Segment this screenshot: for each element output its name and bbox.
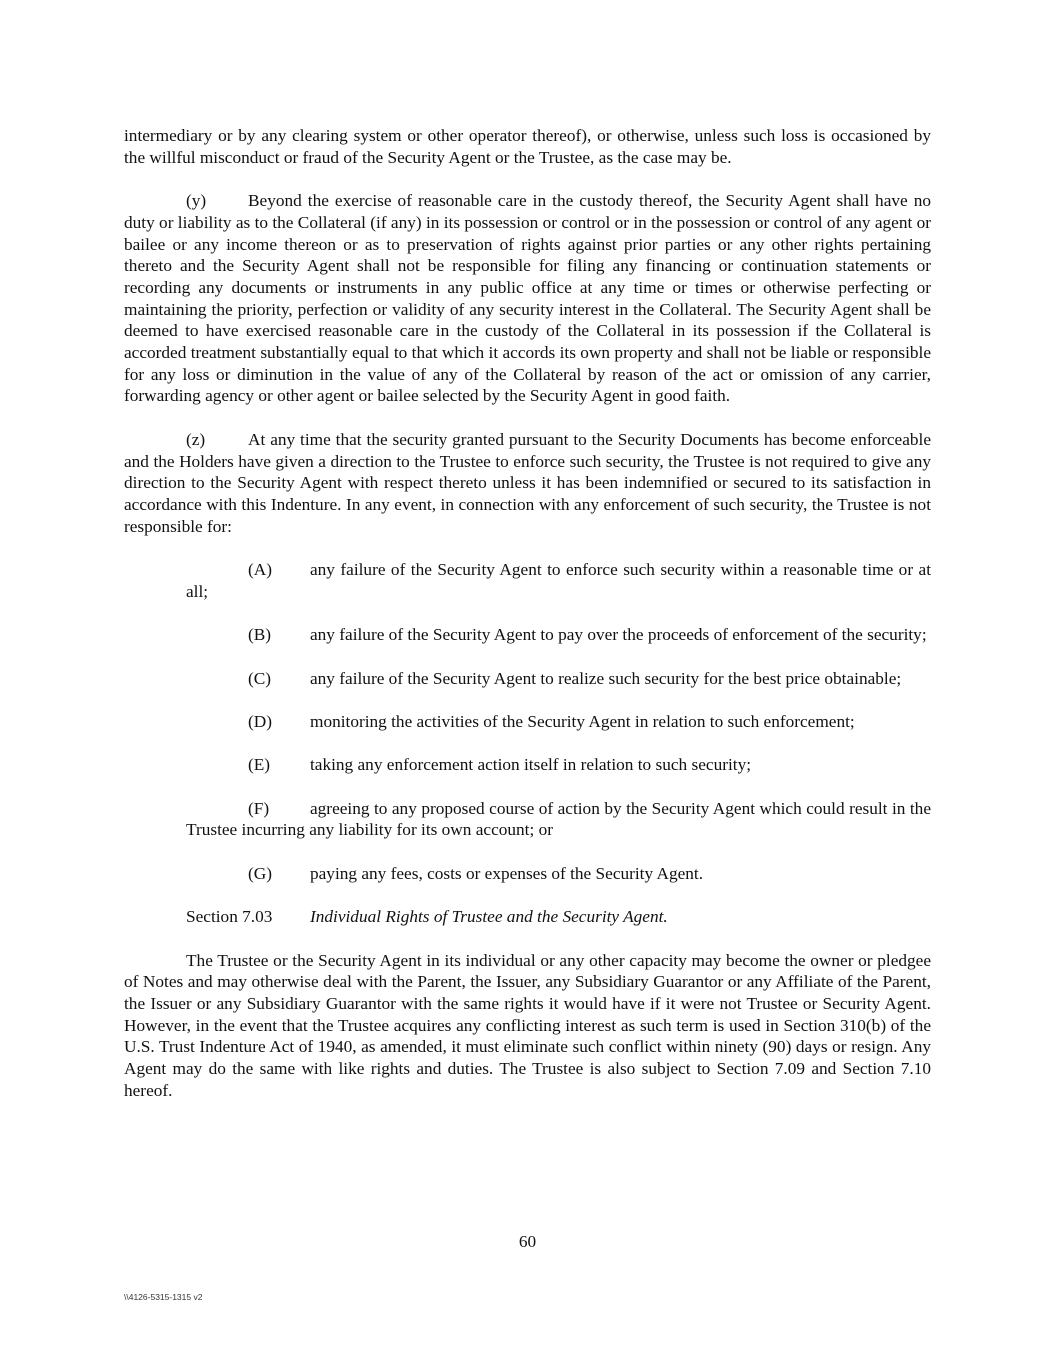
subitem-b — [186, 624, 931, 646]
subitem-label: (F) — [248, 798, 270, 818]
paragraph-y-label: (y) — [186, 191, 207, 211]
continuation-paragraph: intermediary or by any clearing system or other operator thereof), or otherwise, unless such loss is occasioned by the willful misconduct or fraud of the Security Agent or the Trustee, as the case may be. — [124, 126, 931, 167]
section-heading — [186, 906, 931, 928]
section-title: Individual Rights of Trustee and the Security Agent. — [310, 907, 668, 927]
subitem-text: any failure of the Security Agent to pay over the proceeds of enforcement of the security; — [310, 625, 927, 645]
subitem-label: (E) — [248, 755, 271, 775]
section-number: Section 7.03 — [186, 907, 273, 927]
subitem-label: (C) — [248, 668, 272, 688]
paragraph-z — [124, 429, 931, 538]
document-page — [124, 125, 931, 1123]
subitem-e — [186, 754, 931, 776]
subitem-a — [186, 559, 931, 602]
subitem-text: any failure of the Security Agent to realize such security for the best price obtainable; — [310, 668, 902, 688]
section-body: The Trustee or the Security Agent in its individual or any other capacity may become the owner or pledgee of Notes and may otherwise deal with the Parent, the Issuer, any Subsidiary Guarantor or any Affiliate of the Parent, the Issuer or any Subsidiary Guarantor with the same rights it would have if it were not Trustee or Security Agent. However, in the event that the Trustee acquires any conflicting interest as such term is used in Section 310(b) of the U.S. Trust Indenture Act of 1940, as amended, it must eliminate such conflict within ninety (90) days or resign. Any Agent may do the same with like rights and duties. The Trustee is also subject to Section 7.09 and Section 7.10 hereof. — [124, 950, 931, 1100]
subitem-f — [186, 798, 931, 841]
subitem-text: monitoring the activities of the Security Agent in relation to such enforcement; — [310, 711, 855, 731]
paragraph-z-label: (z) — [186, 429, 206, 449]
subitem-label: (B) — [248, 625, 272, 645]
subitem-label: (D) — [248, 711, 272, 731]
document-id: \\4126-5315-1315 v2 — [124, 1292, 203, 1302]
subitem-text: agreeing to any proposed course of action by the Security Agent which could result in the Trustee incurring any liability for its own account; or — [186, 798, 931, 840]
subitem-d — [186, 711, 931, 733]
paragraph-z-text: At any time that the security granted pursuant to the Security Documents has become enforceable and the Holders have given a direction to the Trustee to enforce such security, the Trustee is not required to give any direction to the Security Agent with respect thereto unless it has been indemnified or secured to its satisfaction in accordance with this Indenture. In any event, in connection with any enforcement of such security, the Trustee is not responsible for: — [124, 429, 931, 536]
paragraph-y — [124, 190, 931, 407]
paragraph-y-text: Beyond the exercise of reasonable care in the custody thereof, the Security Agent shall have no duty or liability as to the Collateral (if any) in its possession or control or in the possession or control of any agent or bailee or any income thereon or as to preservation of rights against prior parties or any other rights pertaining thereto and the Security Agent shall not be responsible for filing any financing or continuation statements or recording any documents or instruments in any public office at any time or times or otherwise perfecting or maintaining the priority, perfection or validity of any security interest in the Collateral. The Security Agent shall be deemed to have exercised reasonable care in the custody of the Collateral in its possession if the Collateral is accorded treatment substantially equal to that which it accords its own property and shall not be liable or responsible for any loss or diminution in the value of any of the Collateral by reason of the act or omission of any carrier, forwarding agency or other agent or bailee selected by the Security Agent in good faith. — [124, 191, 931, 406]
subitem-text: any failure of the Security Agent to enforce such security within a reasonable time or at all; — [186, 560, 931, 601]
subitem-text: paying any fees, costs or expenses of the Security Agent. — [310, 863, 704, 883]
subitem-label: (G) — [248, 863, 272, 883]
page-number: 60 — [518, 1232, 537, 1251]
subitem-g — [186, 863, 931, 885]
subitem-text: taking any enforcement action itself in relation to such security; — [310, 755, 752, 775]
subitem-c — [186, 668, 931, 690]
subitem-label: (A) — [248, 560, 272, 580]
